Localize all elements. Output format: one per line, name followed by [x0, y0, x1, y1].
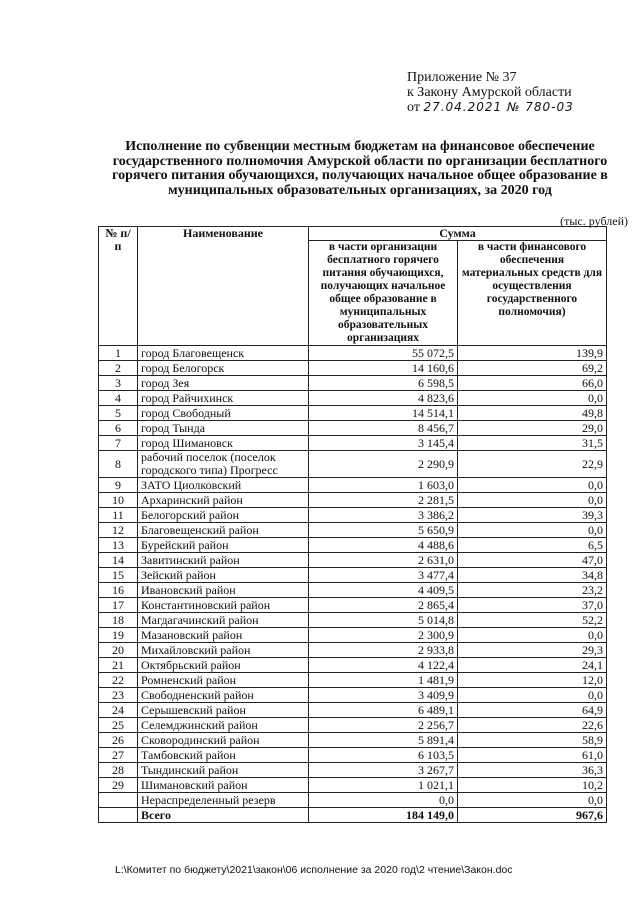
- row-sum-meals: 8 456,7: [309, 421, 458, 436]
- table-row: [99, 451, 607, 478]
- row-sum-meals: 6 103,5: [309, 748, 458, 763]
- row-number: 28: [99, 763, 138, 778]
- row-sum-meals: 3 409,9: [309, 688, 458, 703]
- row-number: 26: [99, 733, 138, 748]
- row-number: 7: [99, 436, 138, 451]
- col-header-meals: в части организации бесплатного горячего питания обучающихся, получающих начальное общее образование в муниципальных образовательных организациях: [309, 241, 458, 346]
- row-sum-meals: 3 145,4: [309, 436, 458, 451]
- row-sum-meals: 1 603,0: [309, 478, 458, 493]
- row-sum-materials: 0,0: [458, 688, 607, 703]
- row-number: 8: [99, 451, 138, 478]
- table-row: [99, 778, 607, 793]
- row-name: Белогорский район: [138, 508, 309, 523]
- row-sum-materials: 0,0: [458, 493, 607, 508]
- row-sum-materials: 0,0: [458, 478, 607, 493]
- appendix-number: Приложение № 37: [407, 70, 517, 85]
- document-title: Исполнение по субвенции местным бюджетам на финансовое обеспечение государственного полномочия Амурской области по организации бесплатного горячего питания обучающихся, получающих начальное общее образование в муниципальных образовательных организациях, за 2020 год: [112, 139, 608, 198]
- row-name: Магдагачинский район: [138, 613, 309, 628]
- table-row: [99, 523, 607, 538]
- row-sum-materials: 39,3: [458, 508, 607, 523]
- row-number: 16: [99, 583, 138, 598]
- table-row: [99, 538, 607, 553]
- table-row: [99, 718, 607, 733]
- row-sum-materials: 66,0: [458, 376, 607, 391]
- row-number: 14: [99, 553, 138, 568]
- appendix-date: [407, 100, 574, 115]
- row-sum-materials: 0,0: [458, 523, 607, 538]
- table-row: [99, 763, 607, 778]
- row-number: 6: [99, 421, 138, 436]
- row-sum-materials: 10,2: [458, 778, 607, 793]
- table-row: [99, 508, 607, 523]
- col-header-number: № п/п: [99, 227, 138, 346]
- row-sum-materials: 64,9: [458, 703, 607, 718]
- total-row: [99, 808, 607, 823]
- row-sum-meals: 3 386,2: [309, 508, 458, 523]
- row-sum-meals: 2 865,4: [309, 598, 458, 613]
- row-name: город Тында: [138, 421, 309, 436]
- table-row: [99, 598, 607, 613]
- appendix-date-prefix: от: [407, 100, 420, 115]
- row-sum-meals: 3 477,4: [309, 568, 458, 583]
- row-sum-meals: 55 072,5: [309, 346, 458, 361]
- row-sum-materials: 12,0: [458, 673, 607, 688]
- row-name: Селемджинский район: [138, 718, 309, 733]
- table-row: [99, 658, 607, 673]
- row-sum-meals: 2 300,9: [309, 628, 458, 643]
- col-header-name: Наименование: [138, 227, 309, 346]
- row-name: Константиновский район: [138, 598, 309, 613]
- row-name: Михайловский район: [138, 643, 309, 658]
- appendix-block: [407, 70, 574, 115]
- row-number: 3: [99, 376, 138, 391]
- row-sum-meals: 14 160,6: [309, 361, 458, 376]
- row-number: 19: [99, 628, 138, 643]
- row-number: 22: [99, 673, 138, 688]
- row-sum-materials: 49,8: [458, 406, 607, 421]
- row-number: 29: [99, 778, 138, 793]
- table-row: [99, 583, 607, 598]
- row-name: Тамбовский район: [138, 748, 309, 763]
- row-name: Свободненский район: [138, 688, 309, 703]
- row-name: город Свободный: [138, 406, 309, 421]
- row-name: город Шимановск: [138, 436, 309, 451]
- row-sum-meals: 1 481,9: [309, 673, 458, 688]
- table-row: [99, 703, 607, 718]
- row-sum-meals: 1 021,1: [309, 778, 458, 793]
- row-name: Завитинский район: [138, 553, 309, 568]
- row-sum-materials: 47,0: [458, 553, 607, 568]
- row-sum-meals: 2 290,9: [309, 451, 458, 478]
- row-name: ЗАТО Циолковский: [138, 478, 309, 493]
- row-number: 21: [99, 658, 138, 673]
- col-header-materials: в части финансового обеспечения материальных средств для осуществления государственного полномочия): [458, 241, 607, 346]
- row-sum-materials: 22,9: [458, 451, 607, 478]
- row-name: Сковородинский район: [138, 733, 309, 748]
- row-sum-meals: 14 514,1: [309, 406, 458, 421]
- row-name: Всего: [138, 808, 309, 823]
- row-name: Октябрьский район: [138, 658, 309, 673]
- row-sum-materials: 36,3: [458, 763, 607, 778]
- row-number: 13: [99, 538, 138, 553]
- execution-table: [98, 226, 607, 823]
- row-sum-meals: 5 014,8: [309, 613, 458, 628]
- row-sum-materials: 24,1: [458, 658, 607, 673]
- row-sum-meals: 5 891,4: [309, 733, 458, 748]
- row-name: город Белогорск: [138, 361, 309, 376]
- table-row: [99, 478, 607, 493]
- appendix-law: к Закону Амурской области: [407, 85, 572, 100]
- units-label: (тыс. рублей): [560, 214, 628, 228]
- table-row: [99, 688, 607, 703]
- row-sum-materials: 52,2: [458, 613, 607, 628]
- table-row: [99, 436, 607, 451]
- table-row: [99, 733, 607, 748]
- row-number: 9: [99, 478, 138, 493]
- row-sum-materials: 37,0: [458, 598, 607, 613]
- row-sum-meals: 6 489,1: [309, 703, 458, 718]
- row-sum-meals: 6 598,5: [309, 376, 458, 391]
- row-name: Ромненский район: [138, 673, 309, 688]
- row-name: город Благовещенск: [138, 346, 309, 361]
- row-sum-materials: 61,0: [458, 748, 607, 763]
- row-number: 23: [99, 688, 138, 703]
- row-number: 24: [99, 703, 138, 718]
- file-path-footer: L:\Комитет по бюджету\2021\закон\06 исполнение за 2020 год\2 чтение\Закон.doc: [115, 864, 513, 876]
- table-row: [99, 421, 607, 436]
- table-row: [99, 628, 607, 643]
- row-sum-meals: 0,0: [309, 793, 458, 808]
- table-row: [99, 553, 607, 568]
- table-row: [99, 346, 607, 361]
- row-sum-meals: 2 933,8: [309, 643, 458, 658]
- row-sum-meals: 4 122,4: [309, 658, 458, 673]
- table-row: [99, 568, 607, 583]
- row-number: 17: [99, 598, 138, 613]
- row-sum-meals: 2 256,7: [309, 718, 458, 733]
- row-sum-meals: 3 267,7: [309, 763, 458, 778]
- row-sum-meals: 4 488,6: [309, 538, 458, 553]
- table-row: [99, 748, 607, 763]
- row-sum-meals: 4 823,6: [309, 391, 458, 406]
- table-row: [99, 643, 607, 658]
- row-sum-meals: 4 409,5: [309, 583, 458, 598]
- row-number: 27: [99, 748, 138, 763]
- row-sum-materials: 69,2: [458, 361, 607, 376]
- row-name: Благовещенский район: [138, 523, 309, 538]
- row-number: 25: [99, 718, 138, 733]
- row-sum-materials: 23,2: [458, 583, 607, 598]
- row-number: 10: [99, 493, 138, 508]
- row-sum-meals: 2 631,0: [309, 553, 458, 568]
- row-sum-materials: 967,6: [458, 808, 607, 823]
- table-row: [99, 361, 607, 376]
- row-sum-meals: 2 281,5: [309, 493, 458, 508]
- row-name: Мазановский район: [138, 628, 309, 643]
- row-number: 2: [99, 361, 138, 376]
- col-header-sum: Сумма: [309, 227, 607, 241]
- row-name: Шимановский район: [138, 778, 309, 793]
- row-number: 20: [99, 643, 138, 658]
- row-number: 18: [99, 613, 138, 628]
- row-number: 11: [99, 508, 138, 523]
- row-number: 4: [99, 391, 138, 406]
- table-row: [99, 493, 607, 508]
- handwritten-date: 27.04.2021 № 780-03: [423, 100, 574, 114]
- row-name: Ивановский район: [138, 583, 309, 598]
- row-number: [99, 793, 138, 808]
- row-name: рабочий поселок (поселок городского типа) Прогресс: [138, 451, 309, 478]
- row-name: Нераспределенный резерв: [138, 793, 309, 808]
- row-sum-materials: 58,9: [458, 733, 607, 748]
- table-row: [99, 391, 607, 406]
- row-sum-materials: 0,0: [458, 628, 607, 643]
- table-row: [99, 376, 607, 391]
- row-name: Тындинский район: [138, 763, 309, 778]
- row-name: город Райчихинск: [138, 391, 309, 406]
- table-body: [99, 346, 607, 823]
- row-sum-meals: 184 149,0: [309, 808, 458, 823]
- row-name: Бурейский район: [138, 538, 309, 553]
- row-sum-materials: 6,5: [458, 538, 607, 553]
- row-name: город Зея: [138, 376, 309, 391]
- row-sum-materials: 31,5: [458, 436, 607, 451]
- row-sum-materials: 29,0: [458, 421, 607, 436]
- row-number: 1: [99, 346, 138, 361]
- table-row: [99, 793, 607, 808]
- row-number: 5: [99, 406, 138, 421]
- table-row: [99, 406, 607, 421]
- table-row: [99, 613, 607, 628]
- row-name: Зейский район: [138, 568, 309, 583]
- row-sum-materials: 139,9: [458, 346, 607, 361]
- row-name: Серышевский район: [138, 703, 309, 718]
- row-sum-meals: 5 650,9: [309, 523, 458, 538]
- row-sum-materials: 0,0: [458, 391, 607, 406]
- table-row: [99, 673, 607, 688]
- row-sum-materials: 29,3: [458, 643, 607, 658]
- row-name: Архаринский район: [138, 493, 309, 508]
- row-number: 12: [99, 523, 138, 538]
- row-sum-materials: 22,6: [458, 718, 607, 733]
- row-sum-materials: 34,8: [458, 568, 607, 583]
- row-number: [99, 808, 138, 823]
- row-number: 15: [99, 568, 138, 583]
- row-sum-materials: 0,0: [458, 793, 607, 808]
